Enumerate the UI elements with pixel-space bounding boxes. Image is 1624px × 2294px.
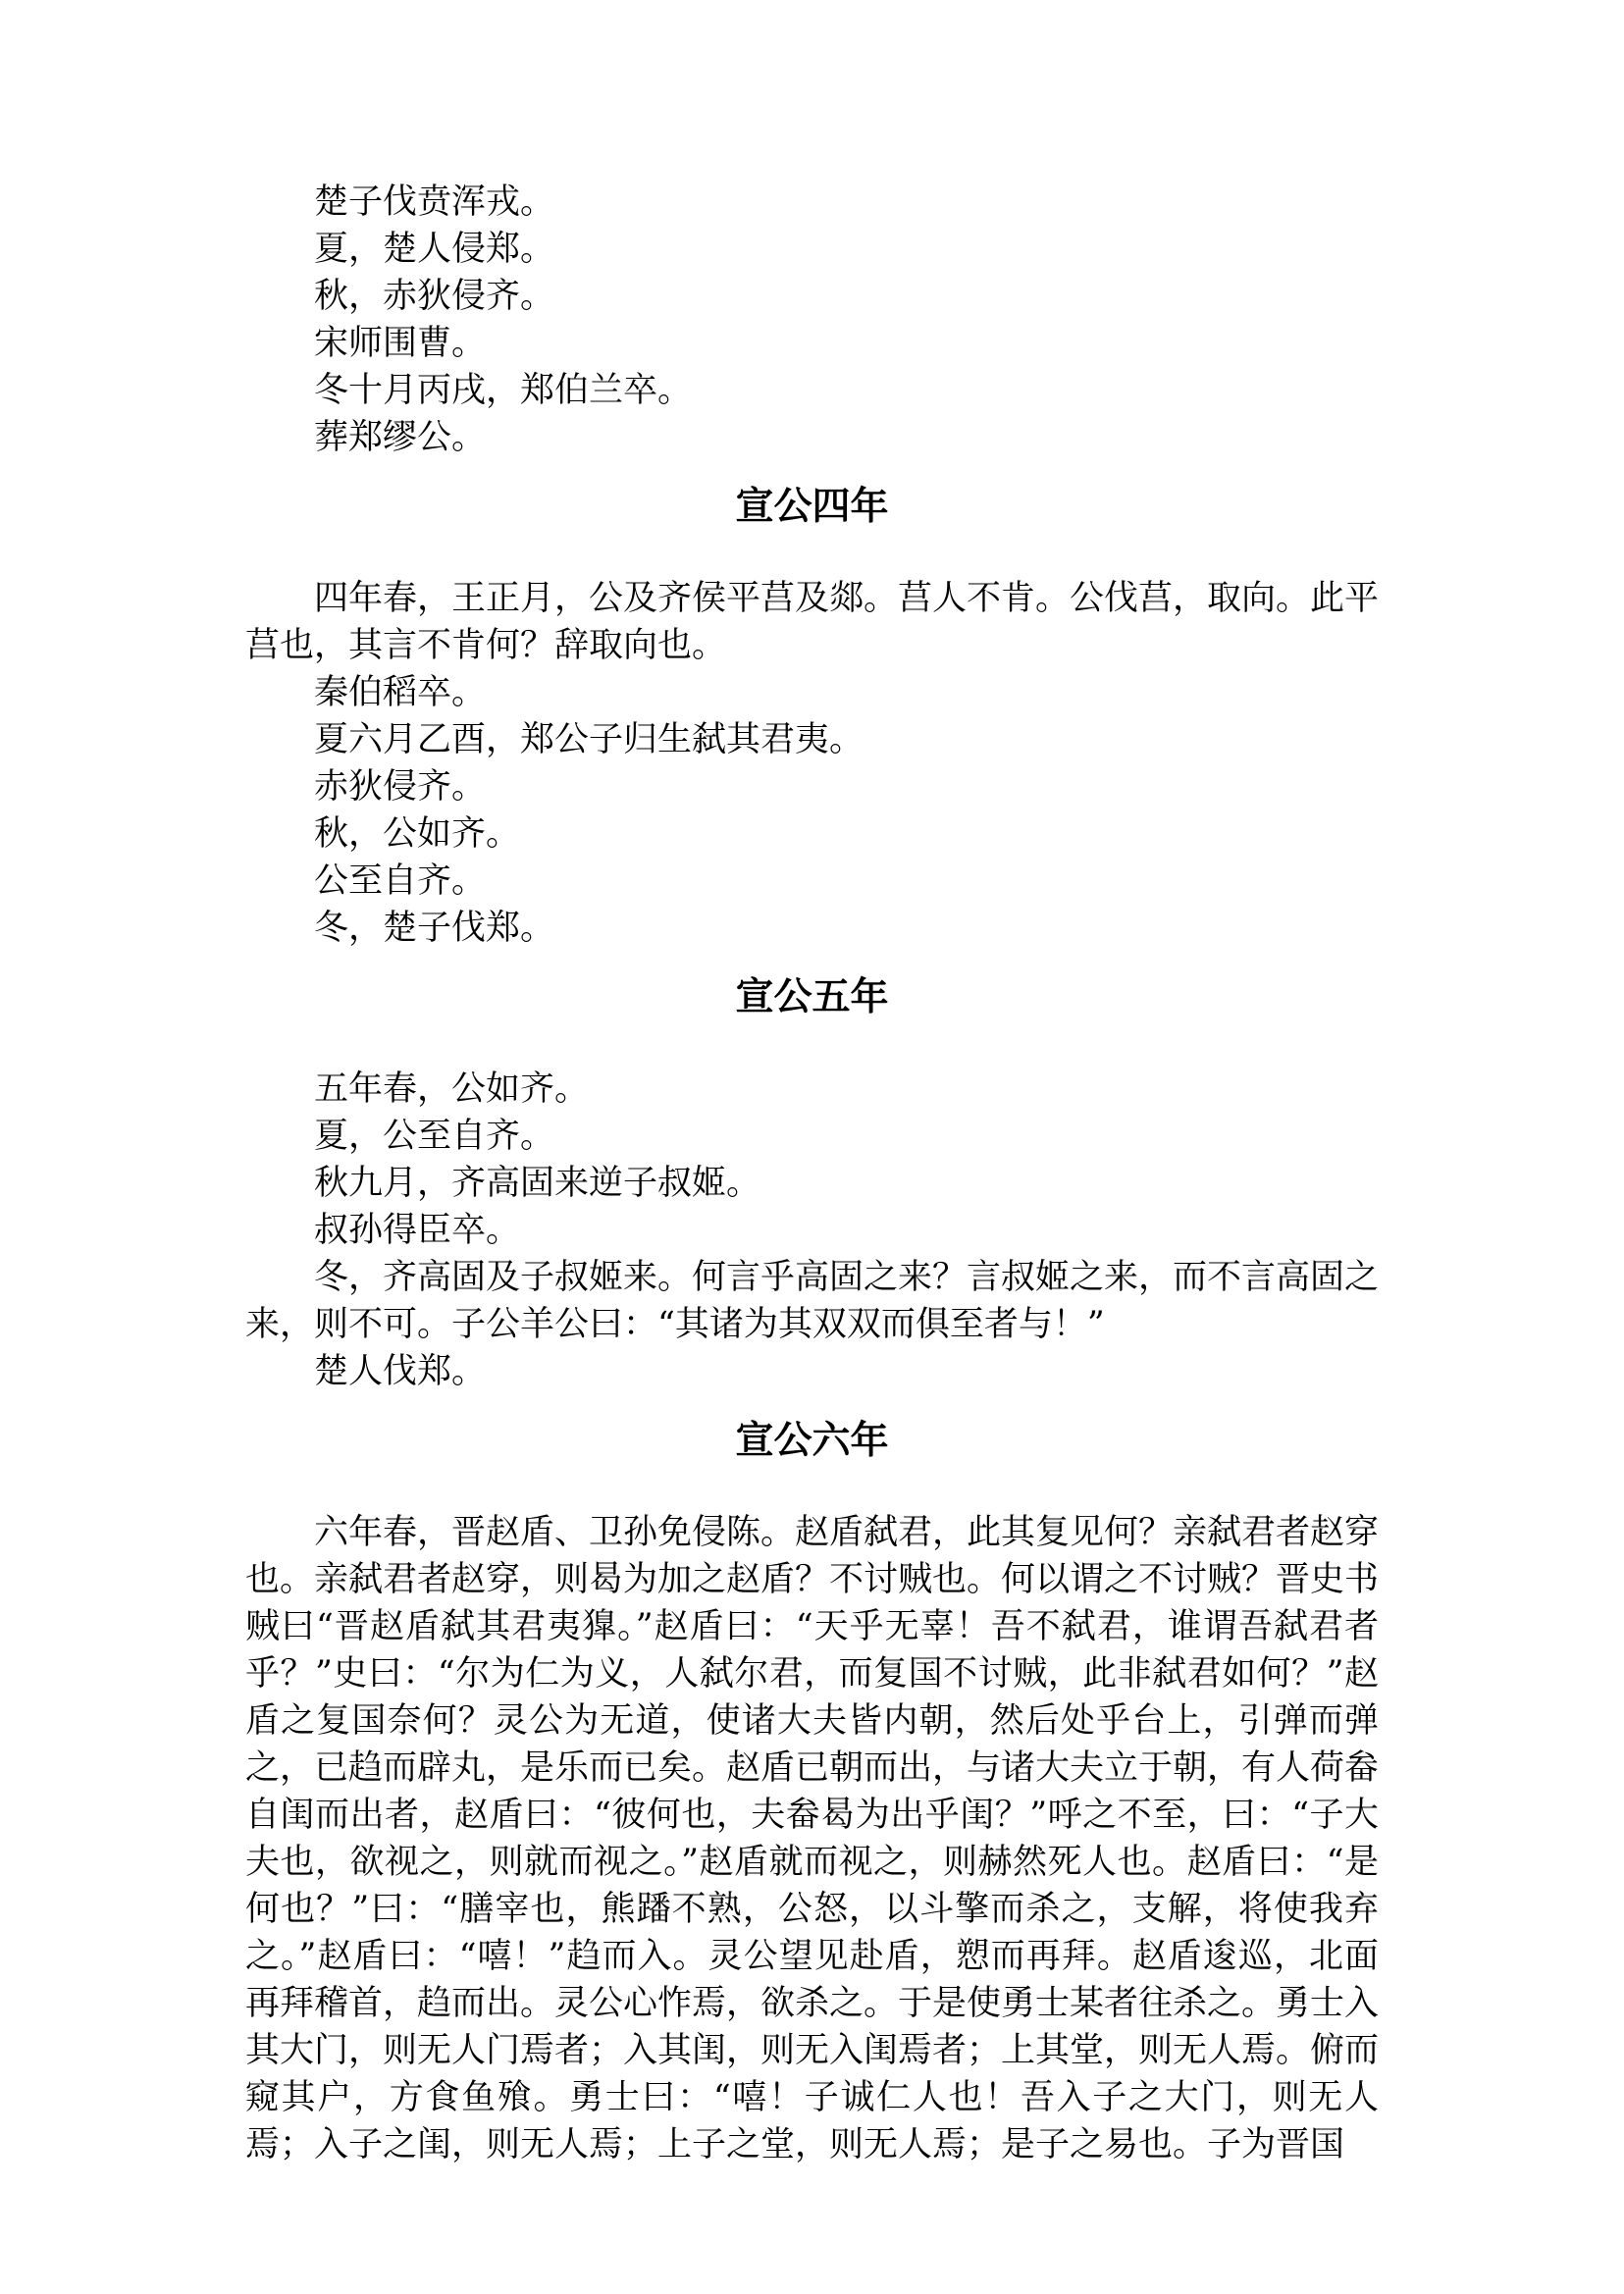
paragraph: 葬郑缪公。 (314, 418, 487, 457)
paragraph: 五年春，公如齐。 (314, 1069, 590, 1109)
paragraph: 秋，赤狄侵齐。 (314, 277, 555, 316)
paragraph: 夏六月乙酉，郑公子归生弑其君夷。 (314, 720, 864, 759)
paragraph: 六年春，晋赵盾、卫孙免侵陈。赵盾弑君，此其复见何？亲弑君者赵穿也。亲弑君者赵穿，则曷为加之赵盾？不讨贼也。何以谓之不讨贼？晋史书贼曰“晋赵盾弑其君夷獋。”赵盾曰：“天乎无辜！吾不弑君，谁谓吾弑君者乎？”史曰：“尔为仁为义，人弑尔君，而复国不讨贼，此非弑君如何？”赵盾之复国奈何？灵公为无道，使诸大夫皆内朝，然后处乎台上，引弹而弹之，已趋而辟丸，是乐而已矣。赵盾已朝而出，与诸大夫立于朝，有人荷畚自闺而出者，赵盾曰：“彼何也，夫畚曷为出乎闺？”呼之不至，曰：“子大夫也，欲视之，则就而视之。”赵盾就而视之，则赫然死人也。赵盾曰：“是何也？”曰：“膳宰也，熊蹯不熟，公怒，以斗擎而杀之，支解，将使我弃之。”赵盾曰：“嘻！”趋而入。灵公望见赴盾，愬而再拜。赵盾逡巡，北面再拜稽首，趋而出。灵公心怍焉，欲杀之。于是使勇士某者往杀之。勇士入其大门，则无人门焉者；入其闺，则无入闺焉者；上其堂，则无人焉。俯而窥其户，方食鱼飱。勇士曰：“嘻！子诚仁人也！吾入子之大门，则无人焉；入子之闺，则无人焉；上子之堂，则无人焉；是子之易也。子为晋国 (245, 1513, 1380, 2164)
paragraph: 秋九月，齐高固来逆子叔姬。 (314, 1164, 761, 1203)
section (245, 973, 1379, 1395)
paragraph: 秋，公如齐。 (314, 814, 521, 854)
section (245, 179, 1379, 461)
paragraph: 楚人伐郑。 (314, 1352, 487, 1391)
paragraph: 冬，楚子伐郑。 (314, 909, 555, 948)
section-heading: 宣公五年 (735, 974, 889, 1019)
paragraph: 夏，公至自齐。 (314, 1117, 555, 1156)
paragraph: 四年春，王正月，公及齐侯平莒及郯。莒人不肯。公伐莒，取向。此平莒也，其言不肯何？辞取向也。 (245, 579, 1380, 665)
paragraph: 叔孙得臣卒。 (314, 1211, 521, 1250)
paragraph: 夏，楚人侵郑。 (314, 230, 555, 269)
paragraph: 楚子伐贲浑戎。 (314, 182, 555, 222)
section (245, 483, 1379, 952)
paragraph: 宋师围曹。 (314, 324, 487, 363)
section-heading: 宣公六年 (735, 1418, 889, 1463)
paragraph: 冬，齐高固及子叔姬来。何言乎高固之来？言叔姬之来，而不言高固之来，则不可。子公羊公曰：“其诸为其双双而俱至者与！” (245, 1258, 1380, 1344)
document-content (245, 179, 1379, 2168)
section-heading: 宣公四年 (735, 484, 889, 529)
paragraph: 公至自齐。 (314, 861, 487, 901)
paragraph: 秦伯稻卒。 (314, 673, 487, 712)
paragraph: 冬十月丙戌，郑伯兰卒。 (314, 371, 693, 410)
section (245, 1417, 1379, 2168)
paragraph: 赤狄侵齐。 (314, 767, 487, 807)
